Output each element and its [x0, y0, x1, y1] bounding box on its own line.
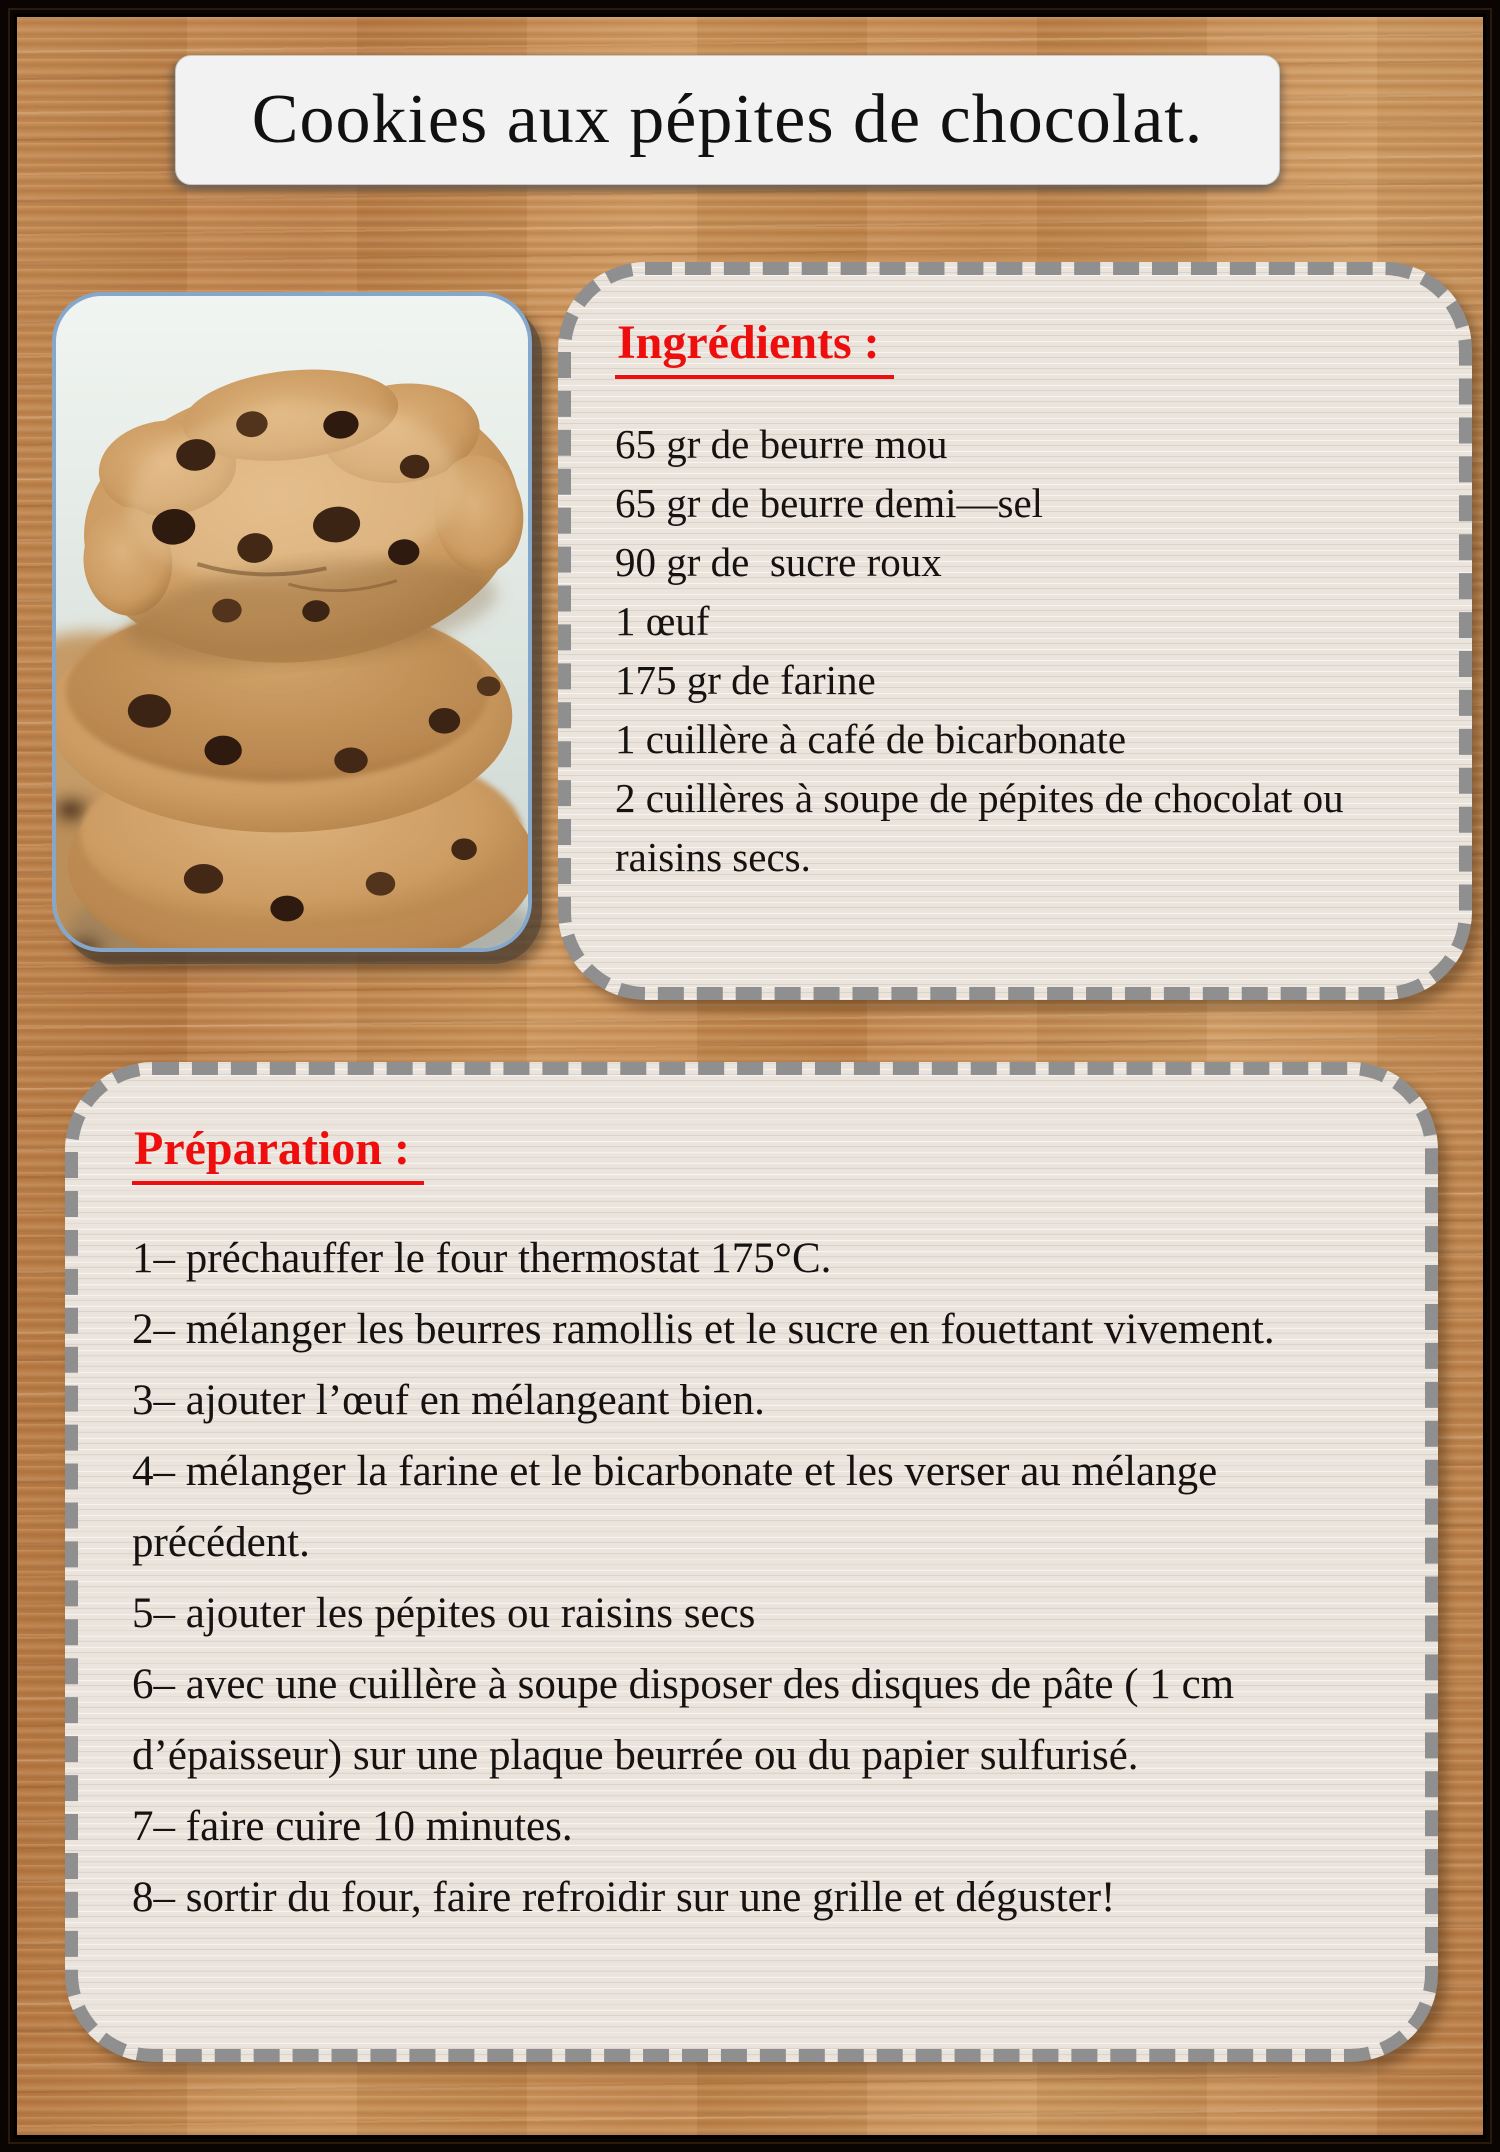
ingredient-item: 65 gr de beurre mou: [615, 420, 948, 467]
cookie-photo: [52, 292, 532, 952]
ingredient-item: 2 cuillères à soupe de pépites de chocolat ou raisins secs.: [615, 774, 1354, 880]
preparation-card: [65, 1062, 1438, 2062]
ingredients-card: [558, 262, 1472, 1000]
preparation-step: 5– ajouter les pépites ou raisins secs: [132, 1589, 756, 1637]
preparation-step: 2– mélanger les beurres ramollis et le sucre en fouettant vivement.: [132, 1305, 1275, 1353]
preparation-step: 4– mélanger la farine et le bicarbonate et les verser au mélange précédent.: [132, 1447, 1218, 1566]
ingredient-item: 175 gr de farine: [615, 656, 876, 703]
preparation-step: 7– faire cuire 10 minutes.: [132, 1802, 573, 1850]
page-title: Cookies aux pépites de chocolat.: [251, 81, 1204, 158]
ingredient-item: 90 gr de sucre roux: [615, 538, 942, 585]
cookie-photo-illustration: [56, 296, 528, 948]
ingredients-list: [615, 415, 1369, 887]
preparation-step: 3– ajouter l’œuf en mélangeant bien.: [132, 1376, 765, 1424]
preparation-step: 8– sortir du four, faire refroidir sur une grille et déguster!: [132, 1873, 1116, 1921]
title-banner: [175, 55, 1280, 185]
preparation-steps: [132, 1223, 1400, 1933]
ingredients-heading: Ingrédients :: [615, 317, 894, 379]
ingredient-item: 1 œuf: [615, 597, 710, 644]
preparation-heading: Préparation :: [132, 1123, 424, 1185]
ingredient-item: 65 gr de beurre demi—sel: [615, 479, 1044, 526]
preparation-step: 6– avec une cuillère à soupe disposer des disques de pâte ( 1 cm d’épaisseur) sur une plaque beurrée ou du papier sulfurisé.: [132, 1660, 1235, 1779]
ingredient-item: 1 cuillère à café de bicarbonate: [615, 715, 1127, 762]
preparation-step: 1– préchauffer le four thermostat 175°C.: [132, 1234, 832, 1282]
